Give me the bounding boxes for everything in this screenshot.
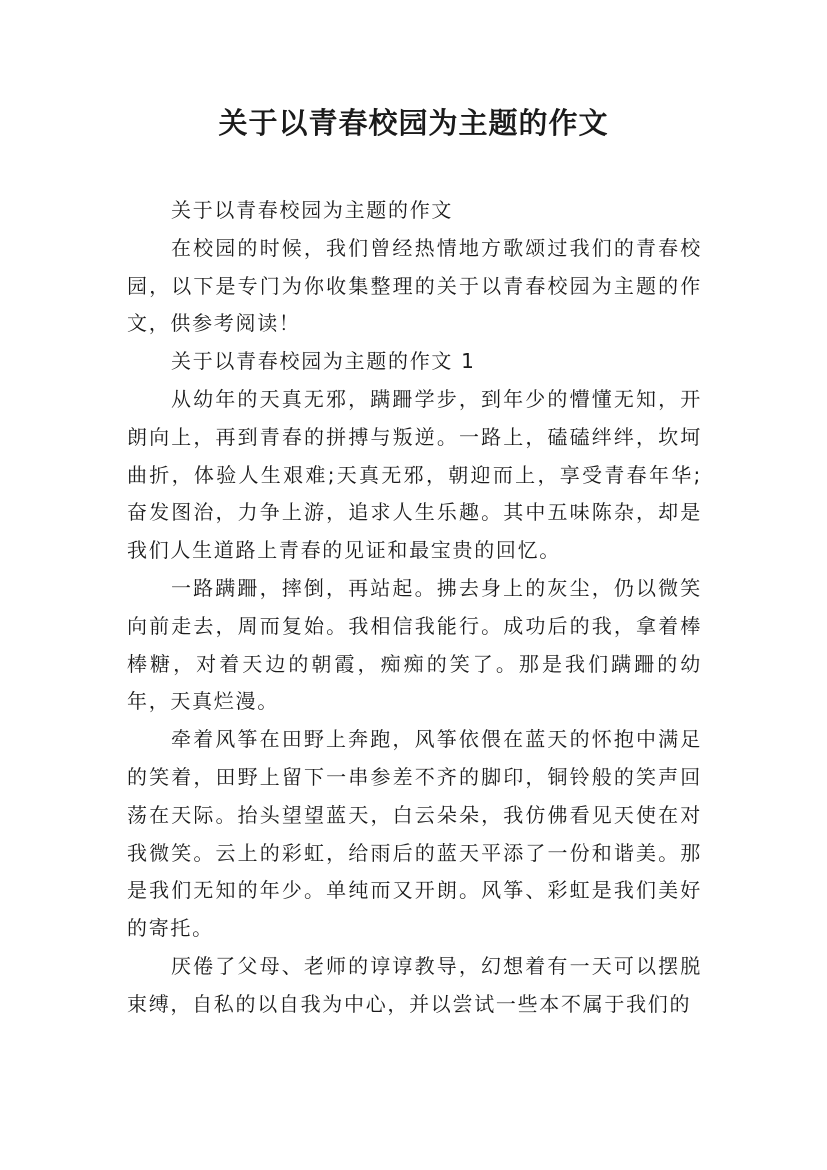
paragraph: 从幼年的天真无邪，蹒跚学步，到年少的懵懂无知，开朗向上，再到青春的拼搏与叛逆。一路上，磕磕绊绊，坎坷曲折，体验人生艰难;天真无邪，朝迎而上，享受青春年华;奋发图治，力争上游，追求人生乐趣。其中五味陈杂，却是我们人生道路上青春的见证和最宝贵的回忆。 <box>127 386 702 563</box>
paragraph-heading-1: 关于以青春校园为主题的作文 1 <box>171 349 476 374</box>
paragraph-intro: 在校园的时候，我们曾经热情地方歌颂过我们的青春校园，以下是专门为你收集整理的关于以青春校园为主题的作文，供参考阅读！ <box>127 235 702 336</box>
paragraph: 牵着风筝在田野上奔跑，风筝依偎在蓝天的怀抱中满足的笑着，田野上留下一串参差不齐的脚印，铜铃般的笑声回荡在天际。抬头望望蓝天，白云朵朵，我仿佛看见天使在对我微笑。云上的彩虹，给雨后的蓝天平添了一份和谐美。那是我们无知的年少。单纯而又开朗。风筝、彩虹是我们美好的寄托。 <box>127 727 702 941</box>
paragraph: 厌倦了父母、老师的谆谆教导，幻想着有一天可以摆脱束缚，自私的以自我为中心，并以尝试一些本不属于我们的 <box>127 953 702 1016</box>
paragraph-subtitle: 关于以青春校园为主题的作文 <box>171 198 454 222</box>
document-body <box>127 192 702 1024</box>
paragraph: 一路蹒跚，摔倒，再站起。拂去身上的灰尘，仍以微笑向前走去，周而复始。我相信我能行。成功后的我，拿着棒棒糖，对着天边的朝霞，痴痴的笑了。那是我们蹒跚的幼年，天真烂漫。 <box>127 575 702 714</box>
document-title: 关于以青春校园为主题的作文 <box>218 106 609 140</box>
